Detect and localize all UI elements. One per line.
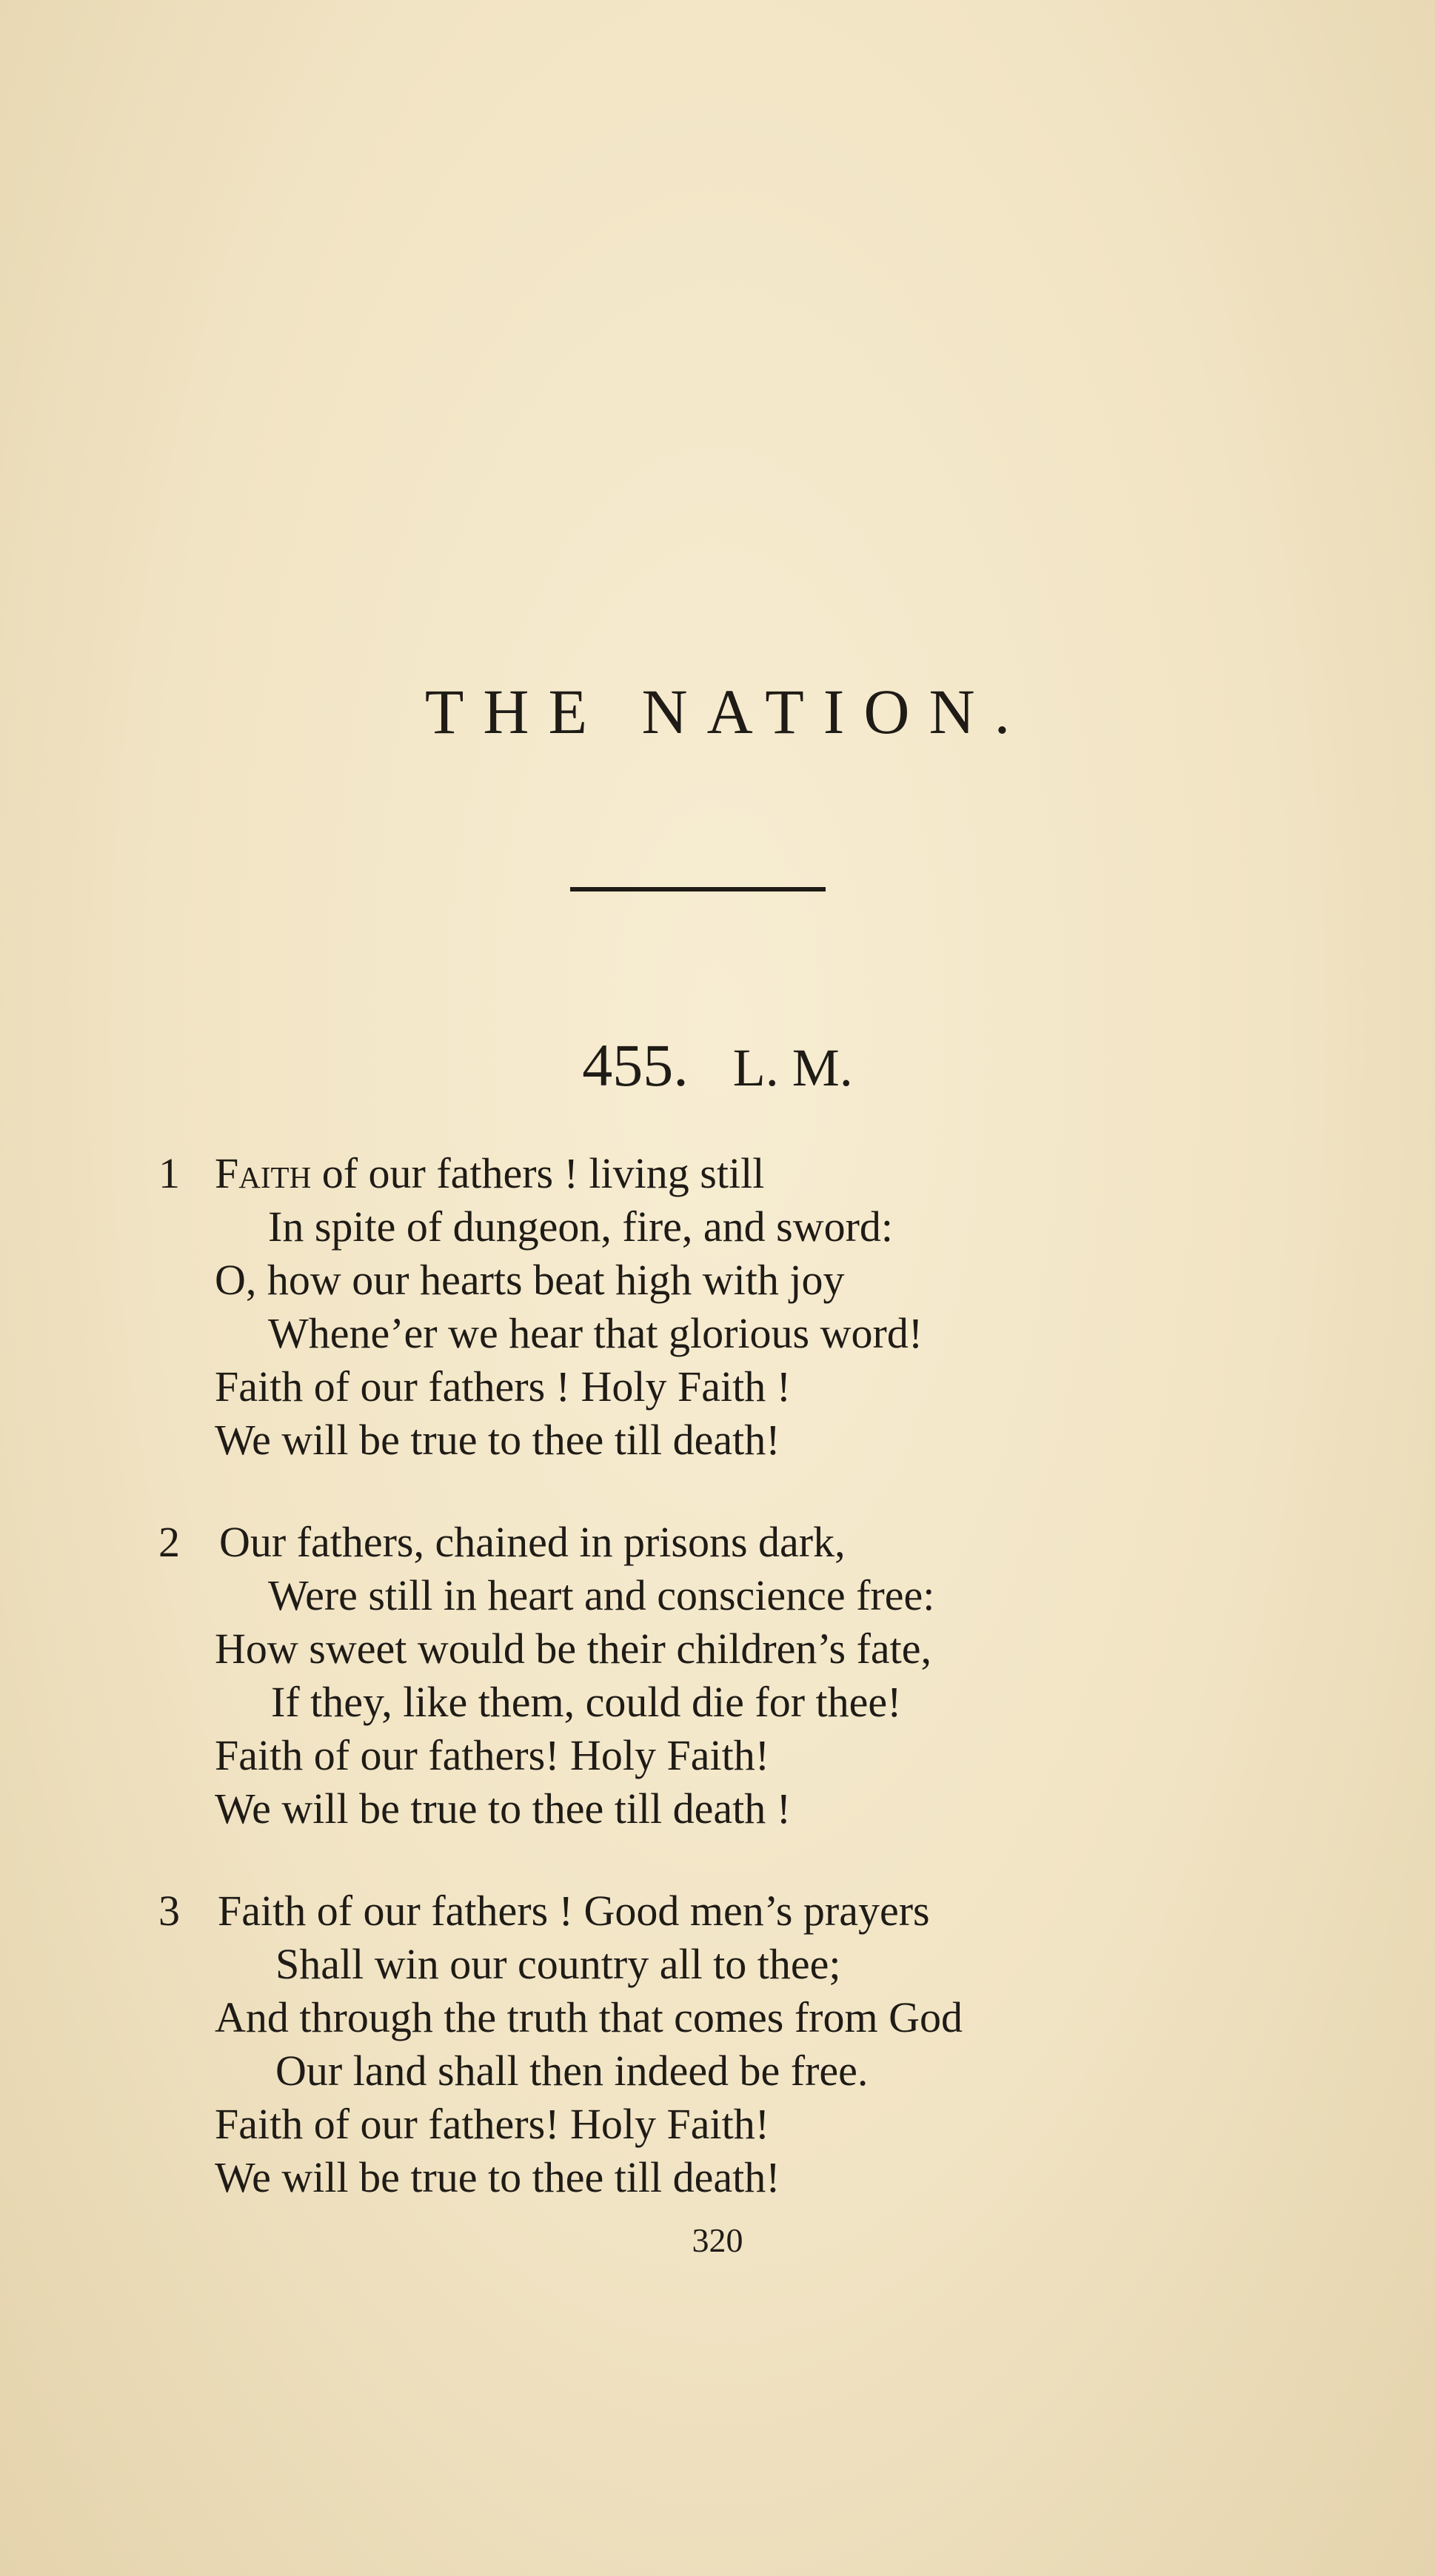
verse-line: Shall win our country all to thee; [275, 1940, 841, 1988]
stanza-number: 2 [158, 1518, 180, 1566]
verse-line: Faith of our fathers ! Holy Faith ! [215, 1362, 792, 1411]
hymn-header [0, 1031, 1435, 1099]
verse-line: Faith of our fathers! Holy Faith! [215, 2100, 770, 2148]
hymn-meter: L. M. [732, 1038, 853, 1097]
verse-line: Faith of our fathers ! Good men’s prayers [218, 1887, 930, 1935]
verse-line: Our land shall then indeed be free. [275, 2047, 869, 2095]
hymn-number: 455. [582, 1031, 689, 1099]
verse-line: Our fathers, chained in prisons dark, [219, 1518, 846, 1566]
verse-line: In spite of dungeon, fire, and sword: [268, 1202, 894, 1251]
verse-line: Faith of our fathers! Holy Faith! [215, 1731, 770, 1779]
page-number: 320 [692, 2221, 743, 2259]
verse-first-word: Faith [215, 1149, 312, 1197]
verse-line: We will be true to thee till death! [215, 2153, 780, 2201]
verse-line: If they, like them, could die for thee! [271, 1678, 902, 1726]
stanza-number: 3 [158, 1887, 180, 1935]
verse-line: We will be true to thee till death ! [215, 1784, 792, 1833]
verse-line: Whene’er we hear that glorious word! [268, 1309, 923, 1357]
verse-line-rest: of our fathers ! living still [311, 1149, 765, 1197]
verse-line: And through the truth that comes from God [215, 1993, 963, 2041]
verse-line: We will be true to thee till death! [215, 1416, 780, 1464]
title-divider [570, 887, 826, 891]
verse-line: How sweet would be their children’s fate, [215, 1625, 931, 1673]
section-title: THE NATION. [424, 676, 1030, 747]
verse-line: O, how our hearts beat high with joy [215, 1256, 845, 1304]
verse-line [215, 1149, 765, 1197]
verse-line: Were still in heart and conscience free: [268, 1571, 935, 1619]
stanza-number: 1 [158, 1149, 180, 1197]
